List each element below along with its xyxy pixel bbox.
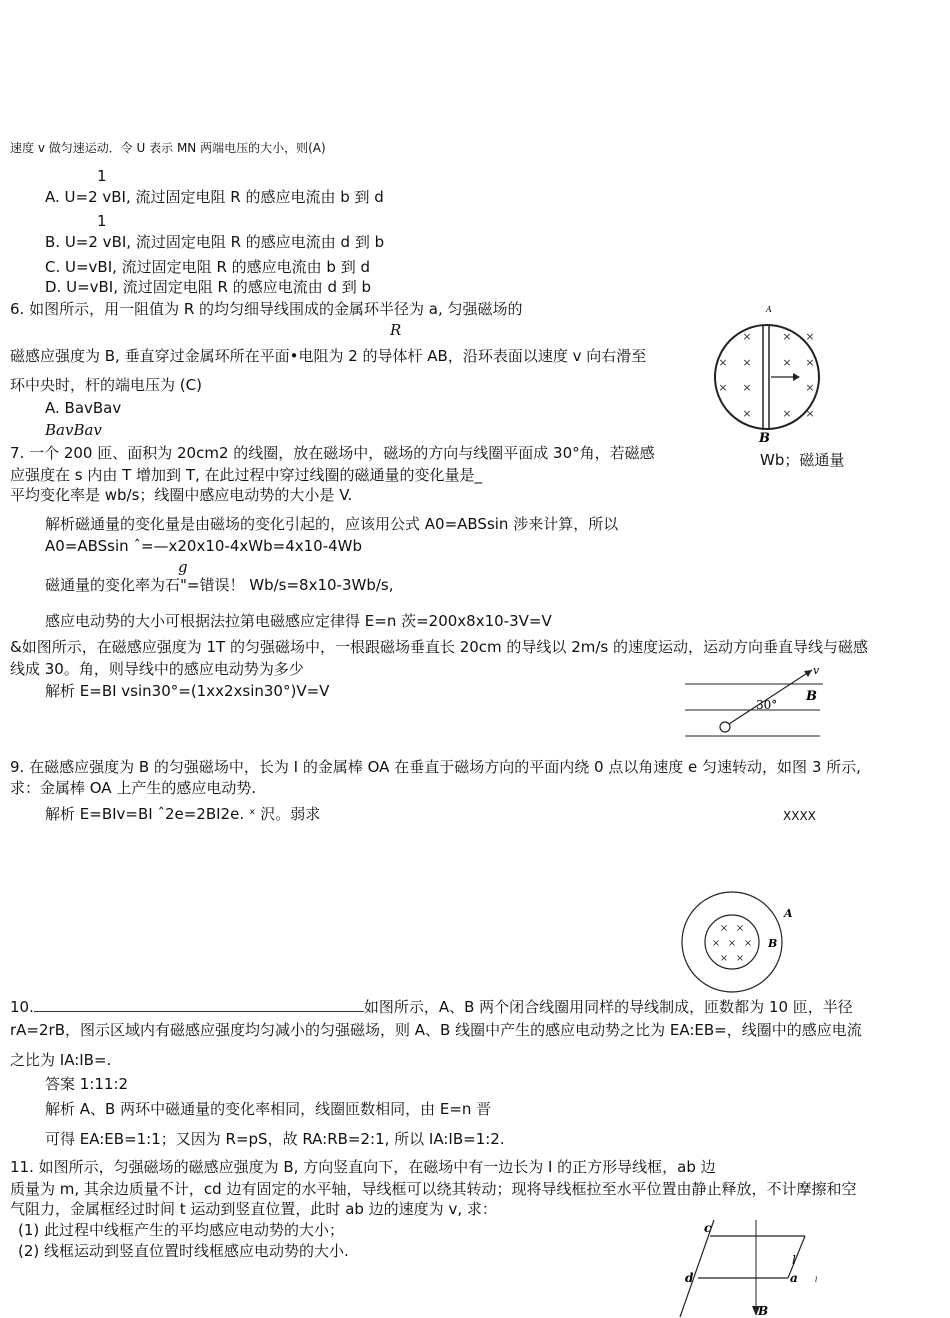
svg-text:×: ×: [742, 381, 752, 394]
q10-answer: 答案 1:11:2: [45, 1075, 129, 1093]
svg-text:×: ×: [805, 356, 815, 369]
q7-solution-3: 磁通量的变化率为石"=错误！ Wb/s=8x10-3Wb/s,: [45, 576, 394, 594]
q11-frame-figure: [670, 1218, 830, 1318]
q6-fig-label-b: B: [759, 431, 770, 446]
q5-option-d: D. U=vBI, 流过固定电阻 R 的感应电流由 d 到 b: [45, 278, 372, 296]
q7-line3: 平均变化率是 wb/s；线圈中感应电动势的大小是 V.: [10, 486, 353, 504]
q6-option-b: BavBav: [45, 421, 102, 439]
q9-line2: 求：金属棒 OA 上产生的感应电动势.: [10, 779, 257, 797]
q5-fraction-b: 1: [97, 212, 107, 230]
svg-text:×: ×: [735, 953, 745, 964]
q10-line1: [10, 997, 853, 1017]
q9-line1: 9. 在磁感应强度为 B 的匀强磁场中，长为 I 的金属棒 OA 在垂直于磁场方向的平面内绕 0 点以角速度 e 匀速转动，如图 3 所示,: [10, 758, 861, 776]
q7-line1: 7. 一个 200 匝、面积为 20cm2 的线圈，放在磁场中，磁场的方向与线圈平面成 30°角，若磁感: [10, 444, 655, 462]
svg-text:×: ×: [782, 407, 792, 420]
q7-solution-1: 解析磁通量的变化量是由磁场的变化引起的，应该用公式 A0=ABSsin 涉来计算，所以: [45, 515, 619, 533]
intro-line: 速度 v 做匀速运动．令 U 表示 MN 两端电压的大小，则(A): [10, 141, 326, 155]
svg-text:×: ×: [719, 953, 729, 964]
svg-text:×: ×: [735, 923, 745, 934]
q7-solution-4: 感应电动势的大小可根据法拉第电磁感应定律得 E=n 茨=200x8x10-3V=V: [45, 612, 552, 630]
q10-line3: 之比为 IA:IB=.: [10, 1051, 112, 1069]
svg-text:×: ×: [727, 938, 737, 949]
q7-side-note: Wb；磁通量: [760, 451, 845, 469]
q8-line2: 线成 30。角，则导线中的感应电动势为多少: [10, 660, 304, 678]
q6-fig-label-a: A: [766, 305, 772, 314]
svg-text:×: ×: [742, 330, 752, 343]
q7-line2: 应强度在 s 内由 T 增加到 T, 在此过程中穿过线圈的磁通量的变化量是_: [10, 466, 483, 484]
svg-text:×: ×: [805, 330, 815, 343]
q11-fig-label-small: l: [815, 1276, 818, 1284]
q6-line3: 环中央时，杆的端电压为 (C): [10, 376, 202, 394]
q11-sub-1: (1) 此过程中线框产生的平均感应电动势的大小；: [18, 1221, 345, 1239]
svg-text:×: ×: [782, 356, 792, 369]
q8-solution: 解析 E=BI vsin30°=(1xx2xsin30°)V=V: [45, 682, 330, 700]
svg-text:×: ×: [805, 381, 815, 394]
svg-text:×: ×: [805, 407, 815, 420]
svg-text:×: ×: [718, 381, 728, 394]
q6-ring-figure: [705, 300, 835, 450]
svg-text:×: ×: [711, 938, 721, 949]
q6-line2: 磁感应强度为 B, 垂直穿过金属环所在平面•电阻为 2 的导体杆 AB，沿环表面以速度 v 向右滑至: [10, 347, 647, 365]
q10-blank: [34, 997, 364, 1012]
q11-fig-label-b: B: [758, 1304, 769, 1318]
q6-line1: 6. 如图所示，用一阻值为 R 的均匀细导线围成的金属环半径为 a, 匀强磁场的: [10, 300, 523, 318]
svg-text:×: ×: [718, 356, 728, 369]
q8-wire-figure: [680, 662, 830, 742]
svg-text:×: ×: [742, 407, 752, 420]
q7-solution-2: A0=ABSsin ˆ=—x20x10-4xWb=4x10-4Wb: [45, 537, 363, 555]
q5-fraction-a: 1: [97, 167, 107, 185]
q6-option-a: A. BavBav: [45, 399, 122, 417]
q10-solution-2: 可得 EA:EB=1:1；又因为 R=pS，故 RA:RB=2:1, 所以 IA:IB=1:2.: [45, 1130, 505, 1148]
q10-line2: rA=2rB，图示区域内有磁感应强度均匀减小的匀强磁场，则 A、B 线圈中产生的感应电动势之比为 EA:EB=，线圈中的感应电流: [10, 1021, 862, 1039]
q8-line1: &如图所示，在磁感应强度为 1T 的匀强磁场中，一根跟磁场垂直长 20cm 的导线以 2m/s 的速度运动，运动方向垂直导线与磁感: [10, 638, 868, 656]
q6-fraction-r: R: [390, 321, 402, 339]
q10-fig-label-b: B: [768, 937, 778, 950]
q10-number: 10.: [10, 998, 34, 1016]
q5-option-b: B. U=2 vBI, 流过固定电阻 R 的感应电流由 d 到 b: [45, 233, 385, 251]
q10-solution-1: 解析 A、B 两环中磁通量的变化率相同，线圈匝数相同，由 E=n 晋: [45, 1100, 492, 1118]
q10-line1-text: 如图所示，A、B 两个闭合线圈用同样的导线制成，匝数都为 10 匝，半径: [363, 998, 853, 1016]
svg-text:×: ×: [743, 938, 753, 949]
q11-line3: 气阻力，金属框经过时间 t 运动到竖直位置，此时 ab 边的速度为 v, 求：: [10, 1200, 497, 1218]
q11-fig-label-l: l: [792, 1253, 796, 1267]
q11-fig-label-c: c: [704, 1221, 712, 1235]
q10-coils-figure: [680, 885, 800, 1000]
q7-solution-g: g: [178, 558, 188, 576]
q11-line1: 11. 如图所示，匀强磁场的磁感应强度为 B, 方向竖直向下，在磁场中有一边长为 I 的正方形导线框，ab 边: [10, 1158, 716, 1176]
svg-text:×: ×: [782, 330, 792, 343]
svg-text:×: ×: [719, 923, 729, 934]
svg-text:×: ×: [742, 356, 752, 369]
q10-fig-label-a: A: [784, 907, 793, 920]
q11-sub-2: (2) 线框运动到竖直位置时线框感应电动势的大小.: [18, 1242, 349, 1260]
q11-fig-label-a: a: [790, 1271, 798, 1285]
q5-option-c: C. U=vBI, 流过固定电阻 R 的感应电流由 b 到 d: [45, 258, 370, 276]
q8-fig-label-b: B: [806, 689, 817, 704]
q9-side-text: XXXX: [783, 809, 816, 823]
q11-line2: 质量为 m, 其余边质量不计，cd 边有固定的水平轴，导线框可以绕其转动；现将导线框拉至水平位置由静止释放，不计摩擦和空: [10, 1180, 857, 1198]
q5-option-a: A. U=2 vBI, 流过固定电阻 R 的感应电流由 b 到 d: [45, 188, 384, 206]
q9-solution: 解析 E=BIv=BI ˆ2e=2BI2e. ˣ 沢。弱求: [45, 805, 321, 823]
q8-fig-label-v: v: [813, 664, 820, 677]
q8-fig-label-angle: 30°: [756, 698, 778, 712]
q11-fig-label-d: d: [685, 1271, 694, 1285]
